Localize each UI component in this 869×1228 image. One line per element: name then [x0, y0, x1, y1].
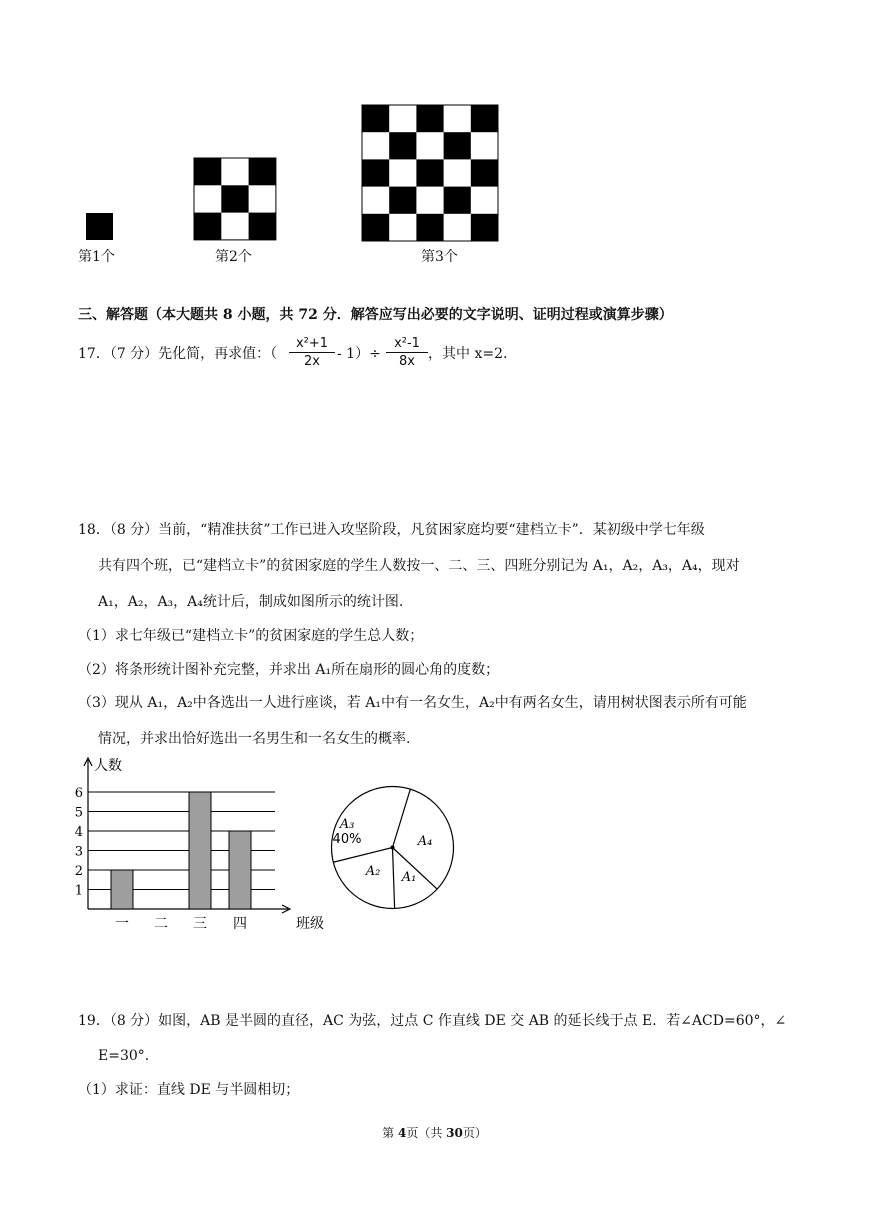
board-cell-black — [194, 158, 221, 185]
pie-center — [391, 846, 395, 850]
figure-2-label: 第2个 — [215, 249, 252, 265]
board-cell-black — [471, 159, 498, 186]
board-cell-black — [444, 132, 471, 159]
checkerboard-figures — [0, 0, 869, 280]
q19-line-1: 19．（8 分）如图，AB 是半圆的直径，AC 为弦，过点 C 作直线 DE 交 AB 的延长线于点 E．若∠ACD=60°，∠ — [78, 1013, 787, 1029]
x-tick-label: 四 — [233, 916, 247, 932]
q17-frac2-denominator: 8x — [399, 354, 415, 369]
figure-1-label: 第1个 — [78, 249, 115, 265]
x-tick-label: 一 — [115, 916, 129, 932]
board-cell-black — [221, 185, 248, 212]
board-cell-black — [444, 187, 471, 214]
pie-chart — [325, 780, 460, 915]
board-cell-black — [471, 105, 498, 132]
y-tick-label: 2 — [74, 864, 83, 879]
footer-suffix: 页） — [462, 1126, 487, 1140]
footer-prefix: 第 — [382, 1126, 398, 1140]
bar — [189, 792, 211, 909]
y-tick-label: 3 — [74, 844, 83, 860]
q17-frac2-numerator: x²-1 — [386, 336, 428, 353]
bar-chart — [70, 752, 340, 937]
pie-slice-label: A₂ — [365, 864, 381, 879]
board-cell-black — [362, 159, 389, 186]
board-cell-black — [249, 158, 276, 185]
board-cell-black — [416, 214, 443, 241]
figure-2-board — [194, 158, 276, 240]
board-cell-black — [362, 214, 389, 241]
figure-1-square — [86, 213, 113, 240]
q17-suffix: ，其中 x=2. — [428, 346, 508, 362]
q18-part-2: （2）将条形统计图补充完整，并求出 A₁所在扇形的圆心角的度数； — [78, 662, 500, 678]
footer-middle: 页（共 — [406, 1126, 447, 1140]
bar — [111, 870, 133, 909]
figure-3-board — [362, 105, 498, 241]
board-cell-black — [389, 132, 416, 159]
x-tick-label: 三 — [193, 916, 207, 932]
board-cell-black — [416, 105, 443, 132]
bar — [229, 831, 251, 909]
y-tick-label: 1 — [74, 883, 83, 899]
y-tick-label: 4 — [74, 825, 83, 840]
q18-line-3: A₁，A₂，A₃，A₄统计后，制成如图所示的统计图. — [98, 594, 404, 610]
footer-total-pages: 30 — [446, 1126, 463, 1140]
q18-line-2: 共有四个班，已“建档立卡”的贫困家庭的学生人数按一、二、三、四班分别记为 A₁，A₂，A₃，A₄，现对 — [98, 558, 740, 574]
q17-prefix: 17．（7 分）先化简，再求值：（ — [78, 346, 278, 362]
section-3-heading: 三、解答题（本大题共 8 小题，共 72 分．解答应写出必要的文字说明、证明过程或演算步骤） — [78, 307, 673, 323]
q17-frac1-numerator: x²+1 — [289, 336, 335, 353]
x-tick-label: 二 — [154, 916, 168, 932]
q17-frac1-denominator: 2x — [304, 354, 320, 369]
q17-mid: - 1）÷ — [337, 346, 381, 362]
board-cell-black — [389, 187, 416, 214]
board-cell-black — [471, 214, 498, 241]
q18-part-1: （1）求七年级已“建档立卡”的贫困家庭的学生总人数； — [78, 628, 424, 644]
q17-fraction-2 — [386, 336, 428, 369]
y-tick-label: 6 — [74, 786, 83, 801]
footer-page-number: 4 — [397, 1126, 407, 1140]
q18-part-3-line-2: 情况，并求出恰好选出一名男生和一名女生的概率. — [98, 731, 411, 747]
pie-slice-label: A₃ — [339, 817, 355, 832]
q18-line-1: 18．（8 分）当前，“精准扶贫”工作已进入攻坚阶段，凡贫困家庭均要“建档立卡”．某初级中学七年级 — [78, 522, 705, 538]
board-cell-black — [194, 213, 221, 240]
board-cell-black — [249, 213, 276, 240]
board-cell-black — [416, 159, 443, 186]
pie-slice-label: A₁ — [401, 870, 417, 885]
x-axis-label: 班级 — [296, 916, 324, 932]
q17-fraction-1 — [289, 336, 335, 369]
q18-part-3-line-1: （3）现从 A₁，A₂中各选出一人进行座谈，若 A₁中有一名女生，A₂中有两名女生，请用树状图表示所有可能 — [78, 695, 747, 711]
q19-line-2: E=30°． — [98, 1048, 159, 1064]
pie-slice-label: A₄ — [417, 834, 433, 849]
figure-3-label: 第3个 — [421, 249, 458, 265]
board-cell-black — [362, 105, 389, 132]
y-axis-label: 人数 — [94, 758, 122, 774]
y-tick-label: 5 — [74, 805, 83, 821]
q19-part-1: （1）求证：直线 DE 与半圆相切； — [78, 1082, 300, 1098]
pie-slice-value: 40% — [332, 832, 362, 847]
page-footer — [0, 1124, 869, 1141]
